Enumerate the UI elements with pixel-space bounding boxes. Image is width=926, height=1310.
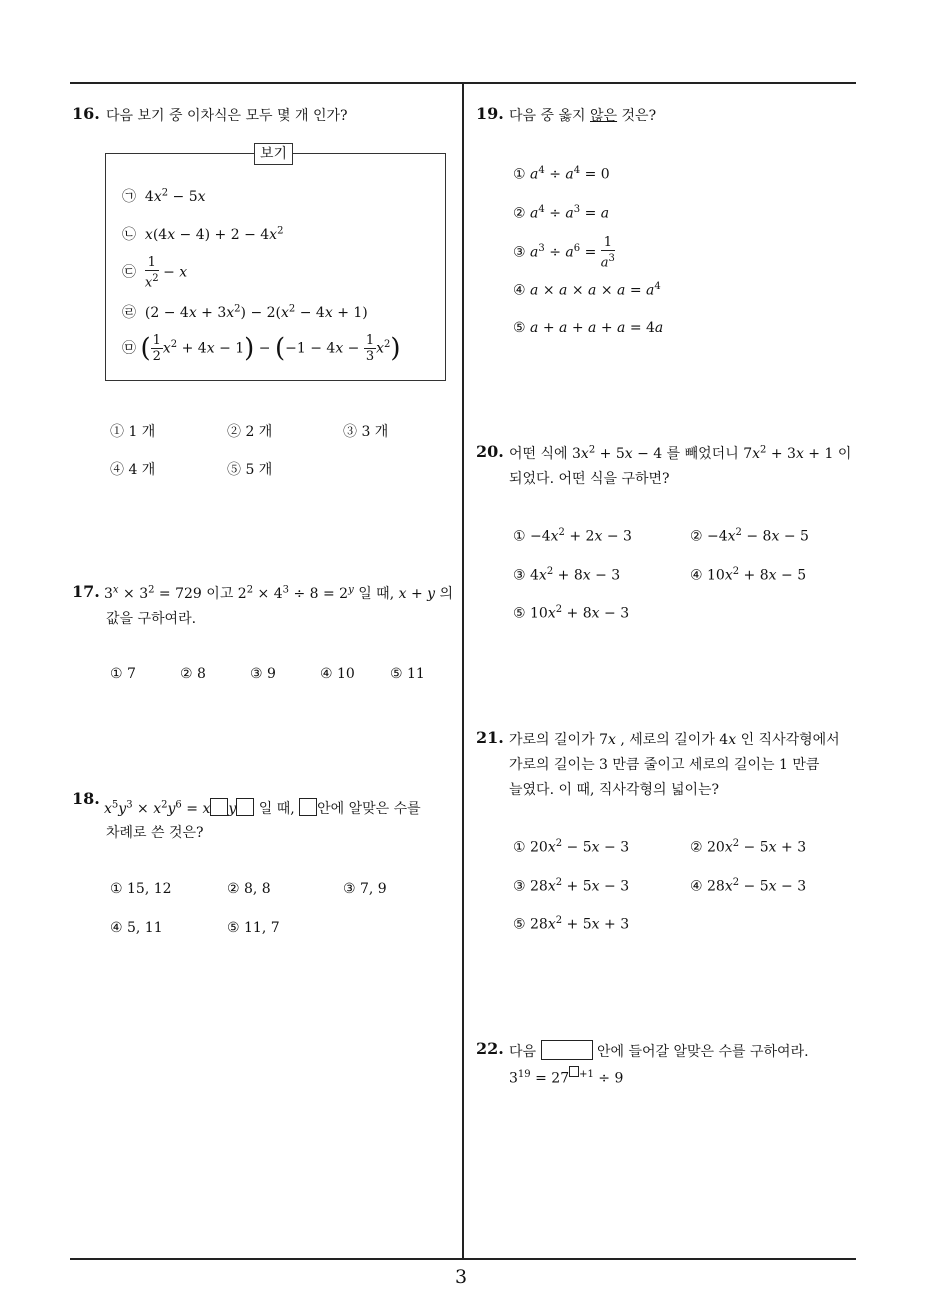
q18-text-mid: 일 때, <box>258 801 295 817</box>
bogi-item-5: ㉤ ( $\frac{1}{2}$ $x^2 + 4x - 1) - (-1 - 4x$ − $\frac{1}{3}$ $x^2$) <box>122 333 401 364</box>
q16-number: 16. <box>72 104 100 123</box>
q22-text-a: 다음 <box>509 1044 537 1060</box>
q17-option-3[interactable]: ③ 9 <box>250 666 276 682</box>
q21-text-a: 가로의 길이가 <box>509 732 595 748</box>
q20-option-4[interactable]: ④ $10x^2 + 8x - 5$ <box>690 566 807 584</box>
q19-option-5[interactable]: ⑤ a + a + a + a = 4a <box>513 320 664 336</box>
q18-option-4[interactable]: ④ 5, 11 <box>110 920 163 936</box>
bogi-item-4: ㉣ $(2 - 4x + 3x^2) - 2(x^2 - 4x + 1)$ <box>122 303 368 321</box>
bogi-item-2: ㉡ $x(4x - 4) + 2 - 4x^2$ <box>122 225 284 243</box>
q21-text-c: 인 직사각형에서 <box>740 732 840 748</box>
q21-option-1[interactable]: ① $20x^2 - 5x - 3$ <box>513 838 630 856</box>
bottom-rule <box>70 1258 856 1260</box>
q21-option-5[interactable]: ⑤ $28x^2 + 5x + 3$ <box>513 915 630 933</box>
q20-option-1[interactable]: ① $-4x^2 + 2x - 3$ <box>513 527 632 545</box>
q17-text-line2: 값을 구하여라. <box>106 611 197 627</box>
q21-text-line3: 늘였다. 이 때, 직사각형의 넓이는? <box>509 782 720 798</box>
column-divider <box>462 82 464 1260</box>
q16-option-5[interactable]: ⑤ 5 개 <box>227 462 273 478</box>
q19-number: 19. <box>476 104 504 123</box>
q22-number: 22. <box>476 1039 504 1058</box>
q18-option-2[interactable]: ② 8, 8 <box>227 881 271 897</box>
q18-option-1[interactable]: ① 15, 12 <box>110 881 172 897</box>
q19-option-2[interactable]: ② $a^4 \div a^3 = a$ <box>513 204 610 222</box>
answer-box-1 <box>210 798 228 816</box>
q16-option-3[interactable]: ③ 3 개 <box>343 424 389 440</box>
q17-option-1[interactable]: ① 7 <box>110 666 136 682</box>
bogi-mark-5: ㉤ <box>122 340 136 357</box>
q19-option-1[interactable]: ① $a^4 \div a^4 = 0$ <box>513 165 610 183</box>
q20-text-c: 이 <box>837 446 852 462</box>
q18-text-line2: 차례로 쓴 것은? <box>106 825 204 841</box>
answer-box-2 <box>236 798 254 816</box>
q21-option-4[interactable]: ④ $28x^2 - 5x - 3$ <box>690 877 807 895</box>
q22-equation: $3^{19} = 27$ $^{+1}$ ÷ 9 <box>509 1066 623 1087</box>
q20-option-5[interactable]: ⑤ $10x^2 + 8x - 3$ <box>513 604 630 622</box>
bogi-mark-4: ㉣ <box>122 305 136 321</box>
q16-option-2[interactable]: ② 2 개 <box>227 424 273 440</box>
q20-option-3[interactable]: ③ $4x^2 + 8x - 3$ <box>513 566 621 584</box>
bogi-item-1: ㉠ $4x^2 - 5x$ <box>122 187 206 205</box>
q17-text-tail: 의 <box>439 586 454 602</box>
q18-number: 18. <box>72 789 100 808</box>
q17-option-4[interactable]: ④ 10 <box>320 666 355 682</box>
q19-option-4[interactable]: ④ $a \times a \times a \times a = a^4$ <box>513 281 661 299</box>
q21-option-2[interactable]: ② $20x^2 - 5x + 3$ <box>690 838 807 856</box>
q18-option-3[interactable]: ③ 7, 9 <box>343 881 387 897</box>
q18-text: $x^5y^3 \times x^2y^6 = x$ y 일 때, 안에 알맞은 수를 <box>104 799 421 817</box>
q22-answer-box <box>541 1040 593 1060</box>
q20-text-a: 어떤 식에 <box>509 446 568 462</box>
q16-text: 다음 보기 중 이차식은 모두 몇 개 인가? <box>106 108 348 124</box>
q18-text-tail: 안에 알맞은 수를 <box>317 801 421 817</box>
bogi-item-3: ㉢ $\frac{1}{x^2}$ − x <box>122 255 188 291</box>
q22-exponent-box <box>569 1066 579 1077</box>
q21-text-b: , 세로의 길이가 <box>620 732 715 748</box>
q19-text-post: 것은? <box>621 108 657 124</box>
q19-text-pre: 다음 중 <box>509 108 555 124</box>
q20-text-b: 를 빼었더니 <box>666 446 739 462</box>
q17-option-5[interactable]: ⑤ 11 <box>390 666 425 682</box>
q21-text: 가로의 길이가 7x , 세로의 길이가 4x 인 직사각형에서 <box>509 732 840 748</box>
q19-option-3[interactable]: ③ $a^3 \div a^6$ = $\frac{1}{a^3}$ <box>513 235 615 271</box>
q19-text <box>509 105 656 125</box>
q17-text: $3^x \times 3^2 = 729$ 이고 $2^2 \times 4^3 \div 8 = 2^y$ 일 때, x + y 의 <box>104 584 454 602</box>
bogi-title: 보기 <box>254 143 293 165</box>
bogi-mark-3: ㉢ <box>122 264 136 281</box>
q16-option-1[interactable]: ① 1 개 <box>110 424 156 440</box>
q17-option-2[interactable]: ② 8 <box>180 666 206 682</box>
q21-option-3[interactable]: ③ $28x^2 + 5x - 3$ <box>513 877 630 895</box>
q21-text-line2: 가로의 길이는 3 만큼 줄이고 세로의 길이는 1 만큼 <box>509 757 820 773</box>
q20-option-2[interactable]: ② $-4x^2 - 8x - 5$ <box>690 527 809 545</box>
q22-text-b: 안에 들어갈 알맞은 수를 구하여라. <box>596 1044 809 1060</box>
q20-number: 20. <box>476 442 504 461</box>
q19-text-underline-pre: 옳지 <box>558 108 586 124</box>
q16-option-4[interactable]: ④ 4 개 <box>110 462 156 478</box>
q22-text <box>509 1040 809 1061</box>
q20-text-line2: 되었다. 어떤 식을 구하면? <box>509 471 670 487</box>
page-number: 3 <box>455 1266 468 1288</box>
q20-text: 어떤 식에 $3x^2 + 5x - 4$ 를 빼었더니 $7x^2 + 3x + 1$ 이 <box>509 444 852 462</box>
bogi-mark-2: ㉡ <box>122 227 136 243</box>
answer-box-3 <box>299 798 317 816</box>
q18-option-5[interactable]: ⑤ 11, 7 <box>227 920 280 936</box>
q19-text-underline: 않은 <box>590 108 618 124</box>
bogi-mark-1: ㉠ <box>122 189 136 205</box>
q21-number: 21. <box>476 728 504 747</box>
q17-number: 17. <box>72 582 100 601</box>
